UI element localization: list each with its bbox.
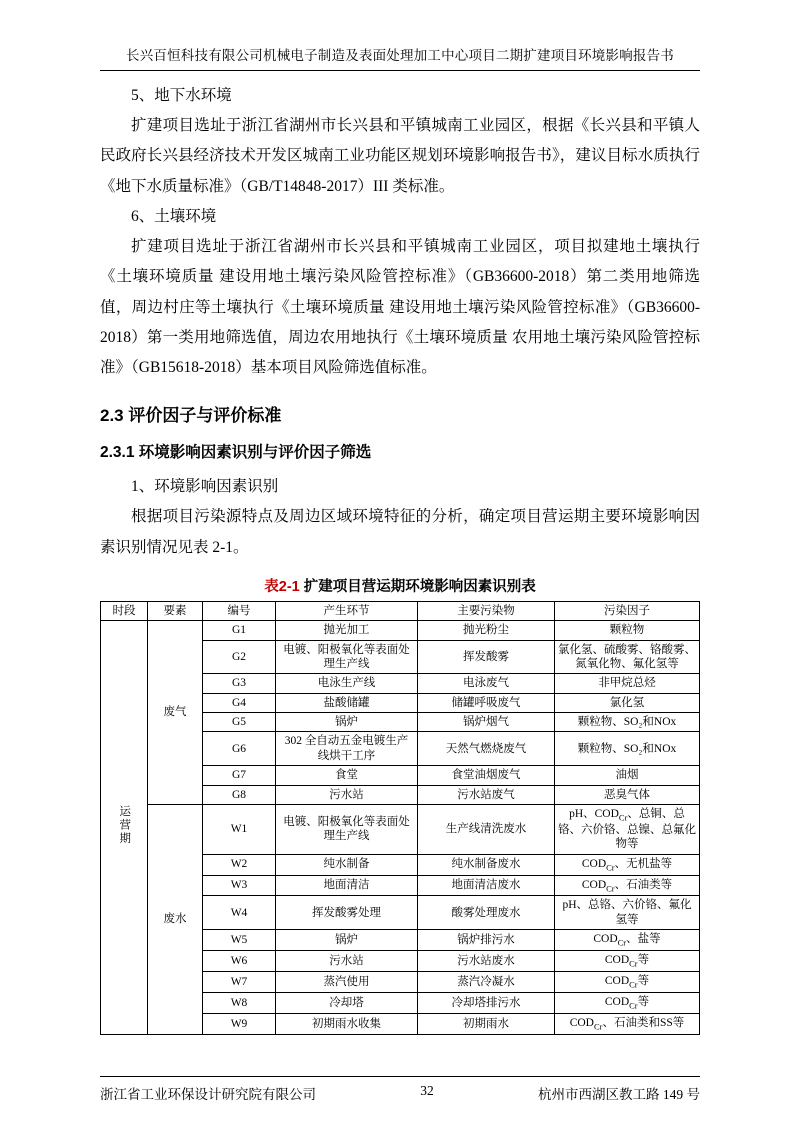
cell-factor: $COD_{Cr}$、石油类等 (555, 875, 700, 896)
cell-code: W3 (203, 875, 276, 896)
page-footer (100, 1076, 700, 1103)
cell-code: W6 (203, 951, 276, 972)
cell-code: W8 (203, 993, 276, 1014)
section-heading: 2.3 评价因子与评价标准 (100, 406, 282, 426)
cell-pollutant: 初期雨水 (418, 1013, 555, 1034)
cell-pollutant: 食堂油烟废气 (418, 766, 555, 785)
cell-code: W4 (203, 896, 276, 930)
cell-factor: 恶臭气体 (555, 785, 700, 804)
table-caption (100, 575, 700, 596)
cell-link: 302 全自动五金电镀生产线烘干工序 (276, 732, 418, 766)
cell-pollutant: 锅炉烟气 (418, 713, 555, 732)
table-row (101, 621, 700, 640)
cell-code: G8 (203, 785, 276, 804)
cell-pollutant: 酸雾处理废水 (418, 896, 555, 930)
cell-factor: pH、$COD_{Cr}$、总铜、总铬、六价铬、总镍、总氟化物等 (555, 804, 700, 854)
cell-link: 蒸汽使用 (276, 972, 418, 993)
cell-link: 污水站 (276, 951, 418, 972)
cell-period: 运营期 (101, 621, 148, 1035)
cell-pollutant: 生产线清洗废水 (418, 804, 555, 854)
cell-link: 抛光加工 (276, 621, 418, 640)
cell-pollutant: 锅炉排污水 (418, 930, 555, 951)
subsection-body (100, 472, 700, 563)
impact-factor-table (100, 601, 700, 1035)
item5-title: 5、地下水环境 (131, 87, 232, 104)
cell-code: G1 (203, 621, 276, 640)
cell-factor: pH、总铬、六价铬、氟化氢等 (555, 896, 700, 930)
cell-link: 污水站 (276, 785, 418, 804)
cell-pollutant: 纯水制备废水 (418, 854, 555, 875)
cell-factor: $COD_{Cr}$、石油类和SS等 (555, 1013, 700, 1034)
cell-element: 废气 (148, 621, 203, 805)
cell-pollutant: 污水站废气 (418, 785, 555, 804)
cell-factor: 颗粒物 (555, 621, 700, 640)
cell-link: 挥发酸雾处理 (276, 896, 418, 930)
cell-factor: 颗粒物、SO₂和NOx (555, 732, 700, 766)
cell-link: 锅炉 (276, 930, 418, 951)
cell-pollutant: 储罐呼吸废气 (418, 693, 555, 712)
cell-factor: 非甲烷总烃 (555, 674, 700, 693)
footer-left: 浙江省工业环保设计研究院有限公司 (100, 1087, 316, 1102)
cell-link: 初期雨水收集 (276, 1013, 418, 1034)
cell-code: W1 (203, 804, 276, 854)
cell-code: W9 (203, 1013, 276, 1034)
document-body (100, 81, 700, 383)
cell-factor: $COD_{Cr}$等 (555, 951, 700, 972)
table-header-row (101, 601, 700, 620)
cell-link: 电泳生产线 (276, 674, 418, 693)
cell-link: 纯水制备 (276, 854, 418, 875)
th-period: 时段 (101, 601, 148, 620)
cell-code: W2 (203, 854, 276, 875)
item1-paragraph: 根据项目污染源特点及周边区域环境特征的分析，确定项目营运期主要环境影响因素识别情况见表 2-1。 (100, 508, 700, 556)
cell-link: 电镀、阳极氧化等表面处理生产线 (276, 804, 418, 854)
cell-code: G6 (203, 732, 276, 766)
cell-factor: $COD_{Cr}$等 (555, 993, 700, 1014)
cell-code: G4 (203, 693, 276, 712)
cell-factor: $COD_{Cr}$、盐等 (555, 930, 700, 951)
cell-code: G5 (203, 713, 276, 732)
cell-link: 电镀、阳极氧化等表面处理生产线 (276, 640, 418, 674)
footer-right: 杭州市西湖区教工路 149 号 (538, 1087, 700, 1102)
cell-link: 盐酸储罐 (276, 693, 418, 712)
cell-pollutant: 抛光粉尘 (418, 621, 555, 640)
cell-factor: 氯化氢 (555, 693, 700, 712)
item5-paragraph: 扩建项目选址于浙江省湖州市长兴县和平镇城南工业园区，根据《长兴县和平镇人民政府长兴县经济技术开发区城南工业功能区规划环境影响报告书》，建议目标水质执行《地下水质量标准》（GB/T14848-2017）III 类标准。 (100, 117, 700, 195)
cell-code: W5 (203, 930, 276, 951)
cell-pollutant: 冷却塔排污水 (418, 993, 555, 1014)
subsection-heading: 2.3.1 环境影响因素识别与评价因子筛选 (100, 444, 372, 462)
cell-pollutant: 污水站废水 (418, 951, 555, 972)
table-row (101, 804, 700, 854)
cell-link: 冷却塔 (276, 993, 418, 1014)
cell-code: W7 (203, 972, 276, 993)
item6-paragraph: 扩建项目选址于浙江省湖州市长兴县和平镇城南工业园区，项目拟建地土壤执行《土壤环境质量 建设用地土壤污染风险管控标准》（GB36600-2018）第二类用地筛选值，周边村庄等土壤执行《土壤环境质量 建设用地土壤污染风险管控标准》（GB36600-2018）第一类用地筛选值，周边农用地执行《土壤环境质量 农用地土壤污染风险管控标准》（GB15618-2018）基本项目风险筛选值标准。 (100, 238, 700, 376)
th-factor: 污染因子 (555, 601, 700, 620)
th-element: 要素 (148, 601, 203, 620)
cell-factor: $COD_{Cr}$等 (555, 972, 700, 993)
table-caption-text: 扩建项目营运期环境影响因素识别表 (303, 578, 536, 595)
cell-pollutant: 天然气燃烧废气 (418, 732, 555, 766)
footer-page-number: 32 (420, 1083, 434, 1098)
item6-title: 6、土壤环境 (131, 207, 217, 225)
cell-pollutant: 蒸汽冷凝水 (418, 972, 555, 993)
cell-code: G2 (203, 640, 276, 674)
cell-code: G7 (203, 766, 276, 785)
cell-element: 废水 (148, 804, 203, 1034)
cell-link: 地面清洁 (276, 875, 418, 896)
cell-factor: 颗粒物、SO₂和NOx (555, 713, 700, 732)
table-caption-number: 表2-1 (264, 578, 300, 595)
th-link: 产生环节 (276, 601, 418, 620)
cell-pollutant: 电泳废气 (418, 674, 555, 693)
cell-factor: $COD_{Cr}$、无机盐等 (555, 854, 700, 875)
cell-factor: 油烟 (555, 766, 700, 785)
cell-code: G3 (203, 674, 276, 693)
cell-link: 食堂 (276, 766, 418, 785)
cell-link: 锅炉 (276, 713, 418, 732)
item1-title: 1、环境影响因素识别 (131, 478, 279, 496)
cell-pollutant: 地面清洁废水 (418, 875, 555, 896)
th-code: 编号 (203, 601, 276, 620)
cell-pollutant: 挥发酸雾 (418, 640, 555, 674)
page-content (100, 44, 700, 1071)
page-header: 长兴百恒科技有限公司机械电子制造及表面处理加工中心项目二期扩建项目环境影响报告书 (100, 44, 700, 71)
cell-factor: 氯化氢、硫酸雾、铬酸雾、氮氧化物、氟化氢等 (555, 640, 700, 674)
th-pollutant: 主要污染物 (418, 601, 555, 620)
